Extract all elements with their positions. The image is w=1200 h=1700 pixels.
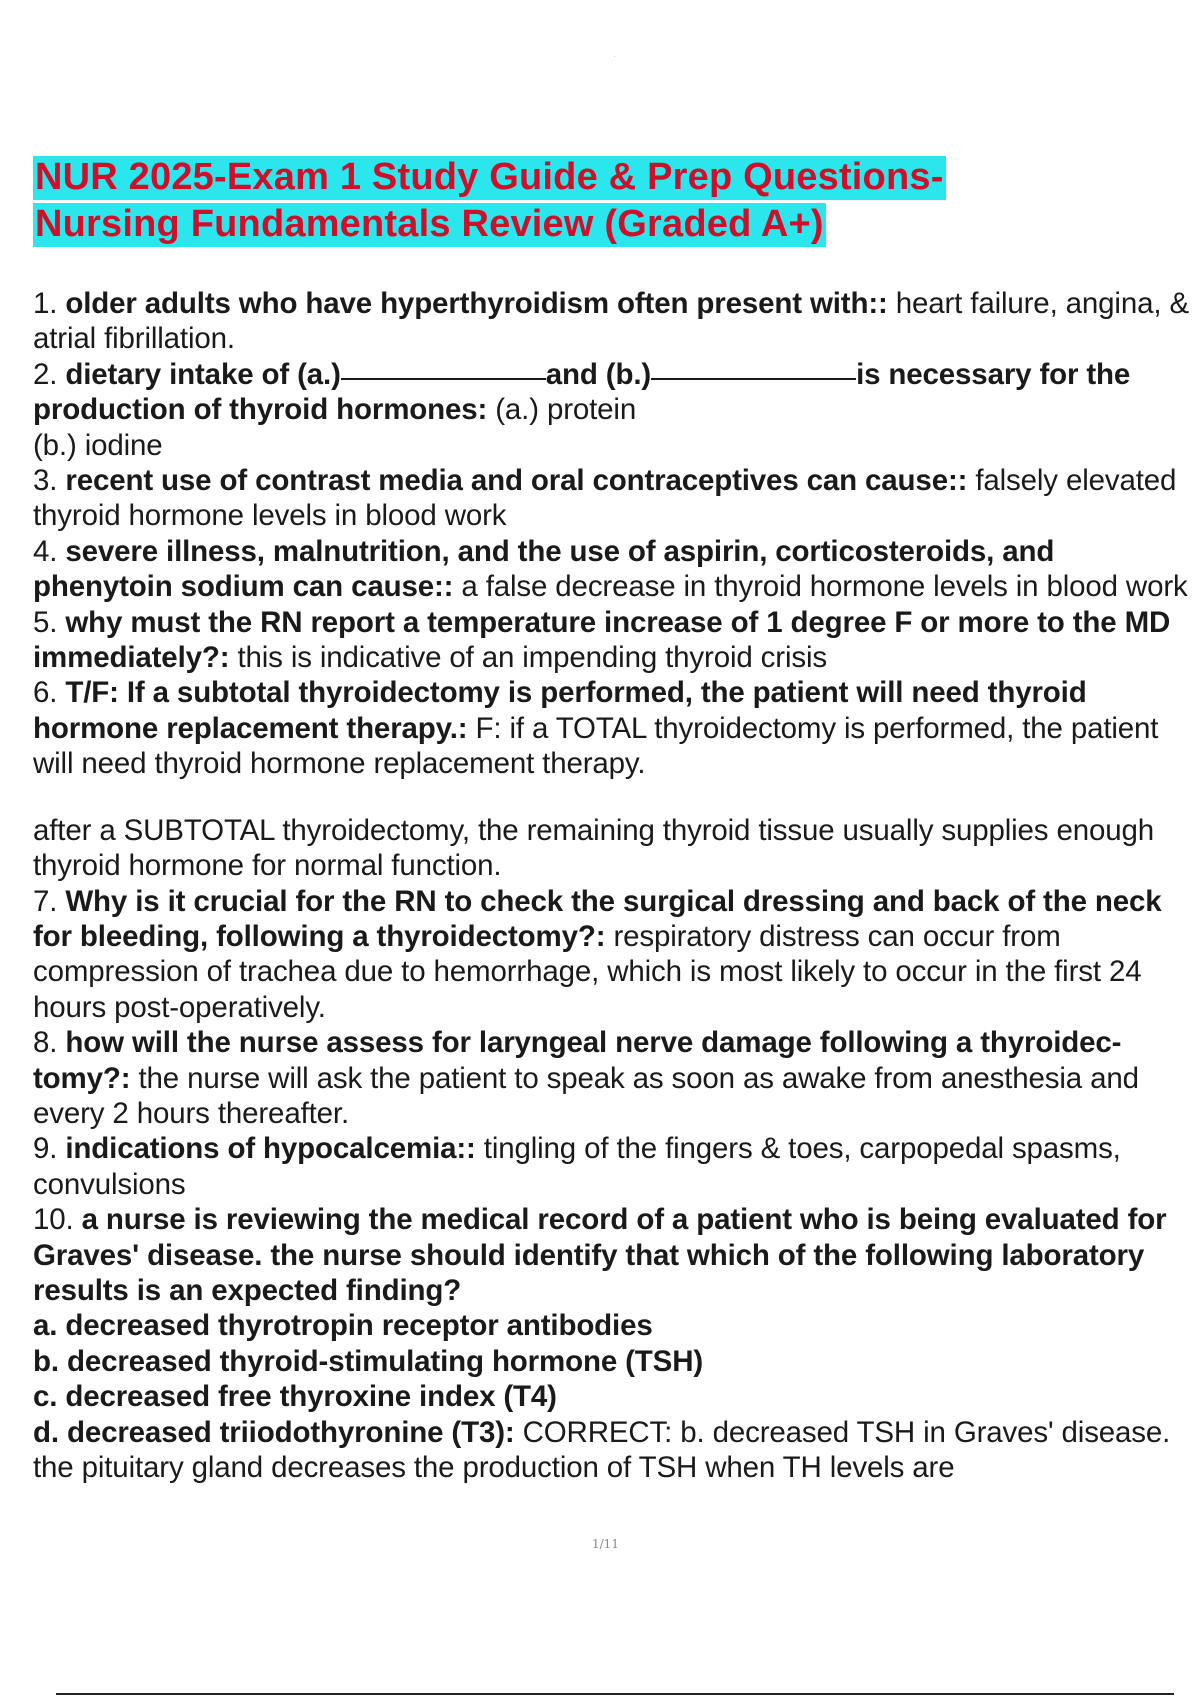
question-text: is necessary for the production of thyroid hormones:	[33, 357, 1131, 427]
list-item	[33, 357, 1198, 463]
answer-text: the nurse will ask the patient to speak as soon as awake from anesthesia and every 2 hours thereafter.	[33, 1061, 1139, 1130]
question-text: Why is it crucial for the RN to check the surgical dressing and back of the neck for bleeding, following a thyroidectomy?:	[33, 884, 1162, 953]
option-d: d. decreased triiodothyronine (T3):	[33, 1415, 515, 1449]
list-item	[33, 884, 1198, 1026]
answer-text: a false decrease in thyroid hormone levels in blood work	[461, 570, 1188, 604]
list-item	[33, 1025, 1198, 1131]
question-text: indications of hypocalcemia::	[65, 1132, 476, 1166]
title-line-1: NUR 2025-Exam 1 Study Guide & Prep Questions-	[35, 156, 944, 198]
answer-text: CORRECT: b. decreased TSH in Graves' disease. the pituitary gland decreases the production of TSH when TH levels are	[33, 1415, 1171, 1484]
option-c: c. decreased free thyroxine index (T4)	[33, 1380, 557, 1414]
question-text: recent use of contrast media and oral contraceptives can cause::	[65, 464, 968, 498]
list-item	[33, 534, 1198, 605]
question-text: why must the RN report a temperature increase of 1 degree F or more to the MD immediately?:	[33, 605, 1171, 675]
list-item	[33, 286, 1198, 357]
option-a: a. decreased thyrotropin receptor antibodies	[33, 1309, 653, 1343]
answer-text: falsely elevated thyroid hormone levels in blood work	[33, 464, 1177, 533]
list-item	[33, 605, 1198, 676]
answer-continuation: after a SUBTOTAL thyroidectomy, the remaining thyroid tissue usually supplies enough thyroid hormone for normal function.	[33, 813, 1154, 883]
fill-blank-b	[651, 378, 856, 380]
list-item	[33, 1202, 1198, 1485]
question-text: a nurse is reviewing the medical record of a patient who is being evaluated for Graves' disease. the nurse should identify that which of the following laboratory results is an expected finding?	[33, 1203, 1167, 1307]
paragraph-gap	[33, 782, 1198, 813]
answer-text: this is indicative of an impending thyroid crisis	[237, 641, 827, 675]
question-text: T/F: If a subtotal thyroidectomy is performed, the patient will need thyroid hormone replacement therapy.:	[33, 676, 1087, 745]
item-number: 1.	[33, 287, 58, 320]
option-b: b. decreased thyroid-stimulating hormone (TSH)	[33, 1344, 704, 1378]
item-number: 3.	[33, 464, 58, 498]
item-number: 10.	[33, 1203, 74, 1237]
answer-text: F: if a TOTAL thyroidectomy is performed, the patient will need thyroid hormone replacement therapy.	[33, 711, 1159, 781]
question-text: severe illness, malnutrition, and the use of aspirin, corticosteroids, and phenytoin sodium can cause::	[33, 534, 1055, 604]
list-item	[33, 1131, 1198, 1202]
question-text: and (b.)	[545, 357, 652, 391]
question-text: dietary intake of (a.)	[65, 357, 341, 391]
answer-text: respiratory distress can occur from compression of trachea due to hemorrhage, which is most likely to occur in the first 24 hours post-operatively.	[33, 919, 1142, 1024]
fill-blank-a	[341, 378, 546, 380]
item-number: 2.	[33, 357, 58, 391]
item-number: 7.	[33, 884, 58, 918]
answer-text: tingling of the fingers & toes, carpopedal spasms, convulsions	[33, 1132, 1121, 1201]
question-text: how will the nurse assess for laryngeal nerve damage following a thyroidec- tomy?:	[33, 1026, 1122, 1095]
item-number: 5.	[33, 605, 58, 639]
title-line-2: Nursing Fundamentals Review (Graded A+)	[35, 203, 824, 245]
page-number: 1/11	[592, 1537, 619, 1551]
document-title	[33, 154, 1033, 248]
answer-text: (a.) protein	[495, 393, 637, 427]
bottom-divider	[56, 1693, 1174, 1695]
item-number: 8.	[33, 1026, 58, 1060]
answer-text: (b.) iodine	[33, 428, 163, 462]
item-number: 4.	[33, 534, 58, 568]
list-item	[33, 463, 1198, 534]
scan-speck	[614, 56, 615, 57]
answer-text: heart failure, angina, & atrial fibrillation.	[33, 287, 1189, 356]
question-list	[33, 286, 1198, 1485]
item-number: 9.	[33, 1132, 58, 1166]
item-number: 6.	[33, 676, 58, 710]
question-text: older adults who have hyperthyroidism often present with::	[65, 287, 888, 320]
list-item	[33, 675, 1198, 781]
